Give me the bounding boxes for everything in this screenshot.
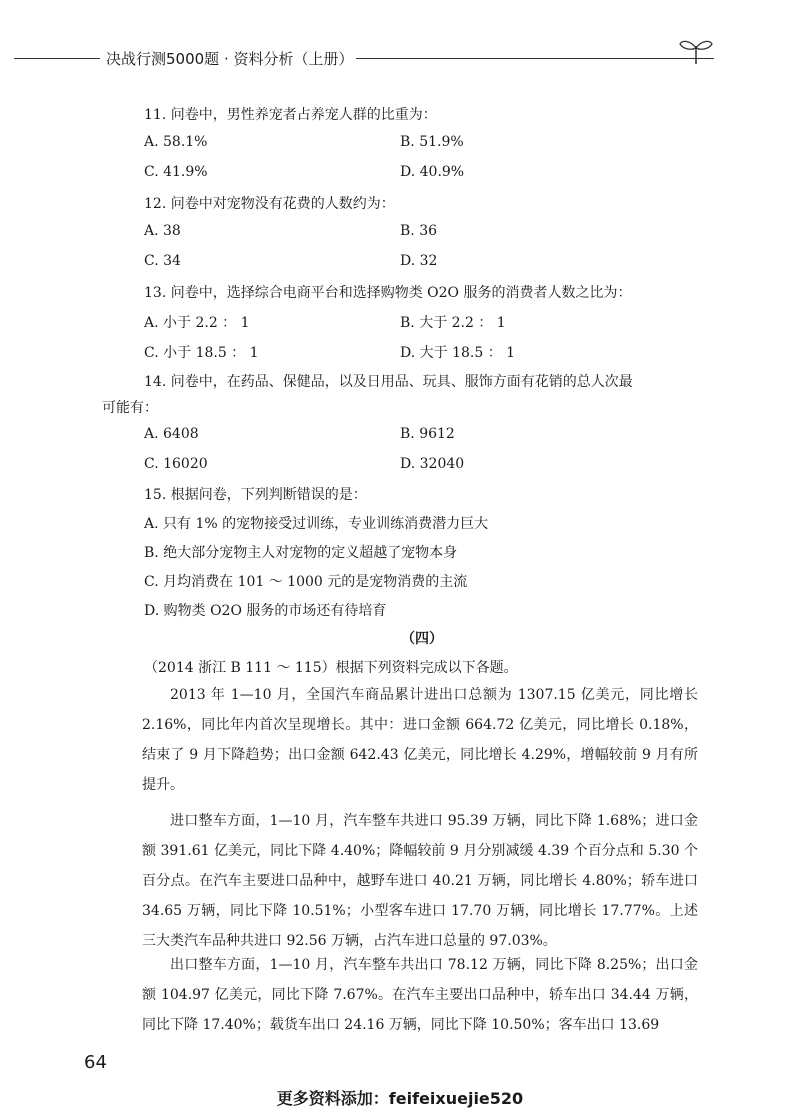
section-title: （四） <box>401 631 443 647</box>
question-12-option-b: B. 36 <box>400 223 438 239</box>
question-14-option-c: C. 16020 <box>144 456 208 472</box>
question-13-option-c: C. 小于 18.5 ： 1 <box>144 345 259 361</box>
question-15-option-a: A. 只有 1% 的宠物接受过训练，专业训练消费潜力巨大 <box>144 516 489 532</box>
question-14-option-a: A. 6408 <box>144 426 199 442</box>
question-11-option-b: B. 51.9% <box>400 134 464 150</box>
question-13-option-a: A. 小于 2.2 ： 1 <box>144 315 250 331</box>
question-12-stem: 12. 问卷中对宠物没有花费的人数约为： <box>144 196 395 212</box>
question-14-stem-line2: 可能有： <box>102 400 158 416</box>
question-12-option-d: D. 32 <box>400 253 438 269</box>
section-source: （2014 浙江 B 111 ～ 115）根据下列资料完成以下各题。 <box>144 660 518 676</box>
question-11-stem: 11. 问卷中，男性养宠者占养宠人群的比重为： <box>144 107 437 123</box>
question-13-option-b: B. 大于 2.2 ： 1 <box>400 315 506 331</box>
question-15-option-d: D. 购物类 O2O 服务的市场还有待培育 <box>144 603 387 619</box>
question-14-option-b: B. 9612 <box>400 426 455 442</box>
question-11-option-a: A. 58.1% <box>144 134 208 150</box>
book-title: 决战行测5000题 · 资料分析（上册） <box>106 50 354 68</box>
header-rule-left <box>14 58 100 59</box>
sprout-icon <box>676 36 716 66</box>
question-14-stem-line1: 14. 问卷中，在药品、保健品，以及日用品、玩具、服饰方面有花销的总人次最 <box>144 374 633 390</box>
header-rule-right <box>356 58 714 59</box>
question-15-option-b: B. 绝大部分宠物主人对宠物的定义超越了宠物本身 <box>144 545 458 561</box>
question-11-option-c: C. 41.9% <box>144 164 208 180</box>
running-header <box>14 48 714 68</box>
material-paragraph-1: 2013 年 1—10 月，全国汽车商品累计进出口总额为 1307.15 亿美元，同比增长 2.16%，同比年内首次呈现增长。其中：进口金额 664.72 亿美元，同比增长 0.18%，结束了 9 月下降趋势；出口金额 642.43 亿美元，同比增长 4.29%，增幅较前 9 月有所提升。 <box>142 687 698 793</box>
question-13-stem: 13. 问卷中，选择综合电商平台和选择购物类 O2O 服务的消费者人数之比为： <box>144 285 632 301</box>
question-15-stem: 15. 根据问卷，下列判断错误的是： <box>144 487 367 503</box>
question-12-option-c: C. 34 <box>144 253 181 269</box>
question-13-option-d: D. 大于 18.5 ： 1 <box>400 345 516 361</box>
question-12-option-a: A. 38 <box>144 223 181 239</box>
page-number: 64 <box>84 1052 107 1073</box>
question-14-option-d: D. 32040 <box>400 456 465 472</box>
footer-note: 更多资料添加：feifeixuejie520 <box>276 1089 524 1108</box>
question-11-option-d: D. 40.9% <box>400 164 465 180</box>
material-paragraph-3: 出口整车方面，1—10 月，汽车整车共出口 78.12 万辆，同比下降 8.25%；出口金额 104.97 亿美元，同比下降 7.67%。在汽车主要出口品种中，轿车出口 34.44 万辆，同比下降 17.40%；载货车出口 24.16 万辆，同比下降 10.50%；客车出口 13.69 <box>142 957 698 1033</box>
question-15-option-c: C. 月均消费在 101 ～ 1000 元的是宠物消费的主流 <box>144 574 468 590</box>
material-paragraph-2: 进口整车方面，1—10 月，汽车整车共进口 95.39 万辆，同比下降 1.68%；进口金额 391.61 亿美元，同比下降 4.40%；降幅较前 9 月分别减缓 4.39 个百分点和 5.30 个百分点。在汽车主要进口品种中，越野车进口 40.21 万辆，同比增长 4.80%；轿车进口 34.65 万辆，同比下降 10.51%；小型客车进口 17.70 万辆，同比增长 17.77%。上述三大类汽车品种共进口 92.56 万辆，占汽车进口总量的 97.03%。 <box>142 813 698 949</box>
